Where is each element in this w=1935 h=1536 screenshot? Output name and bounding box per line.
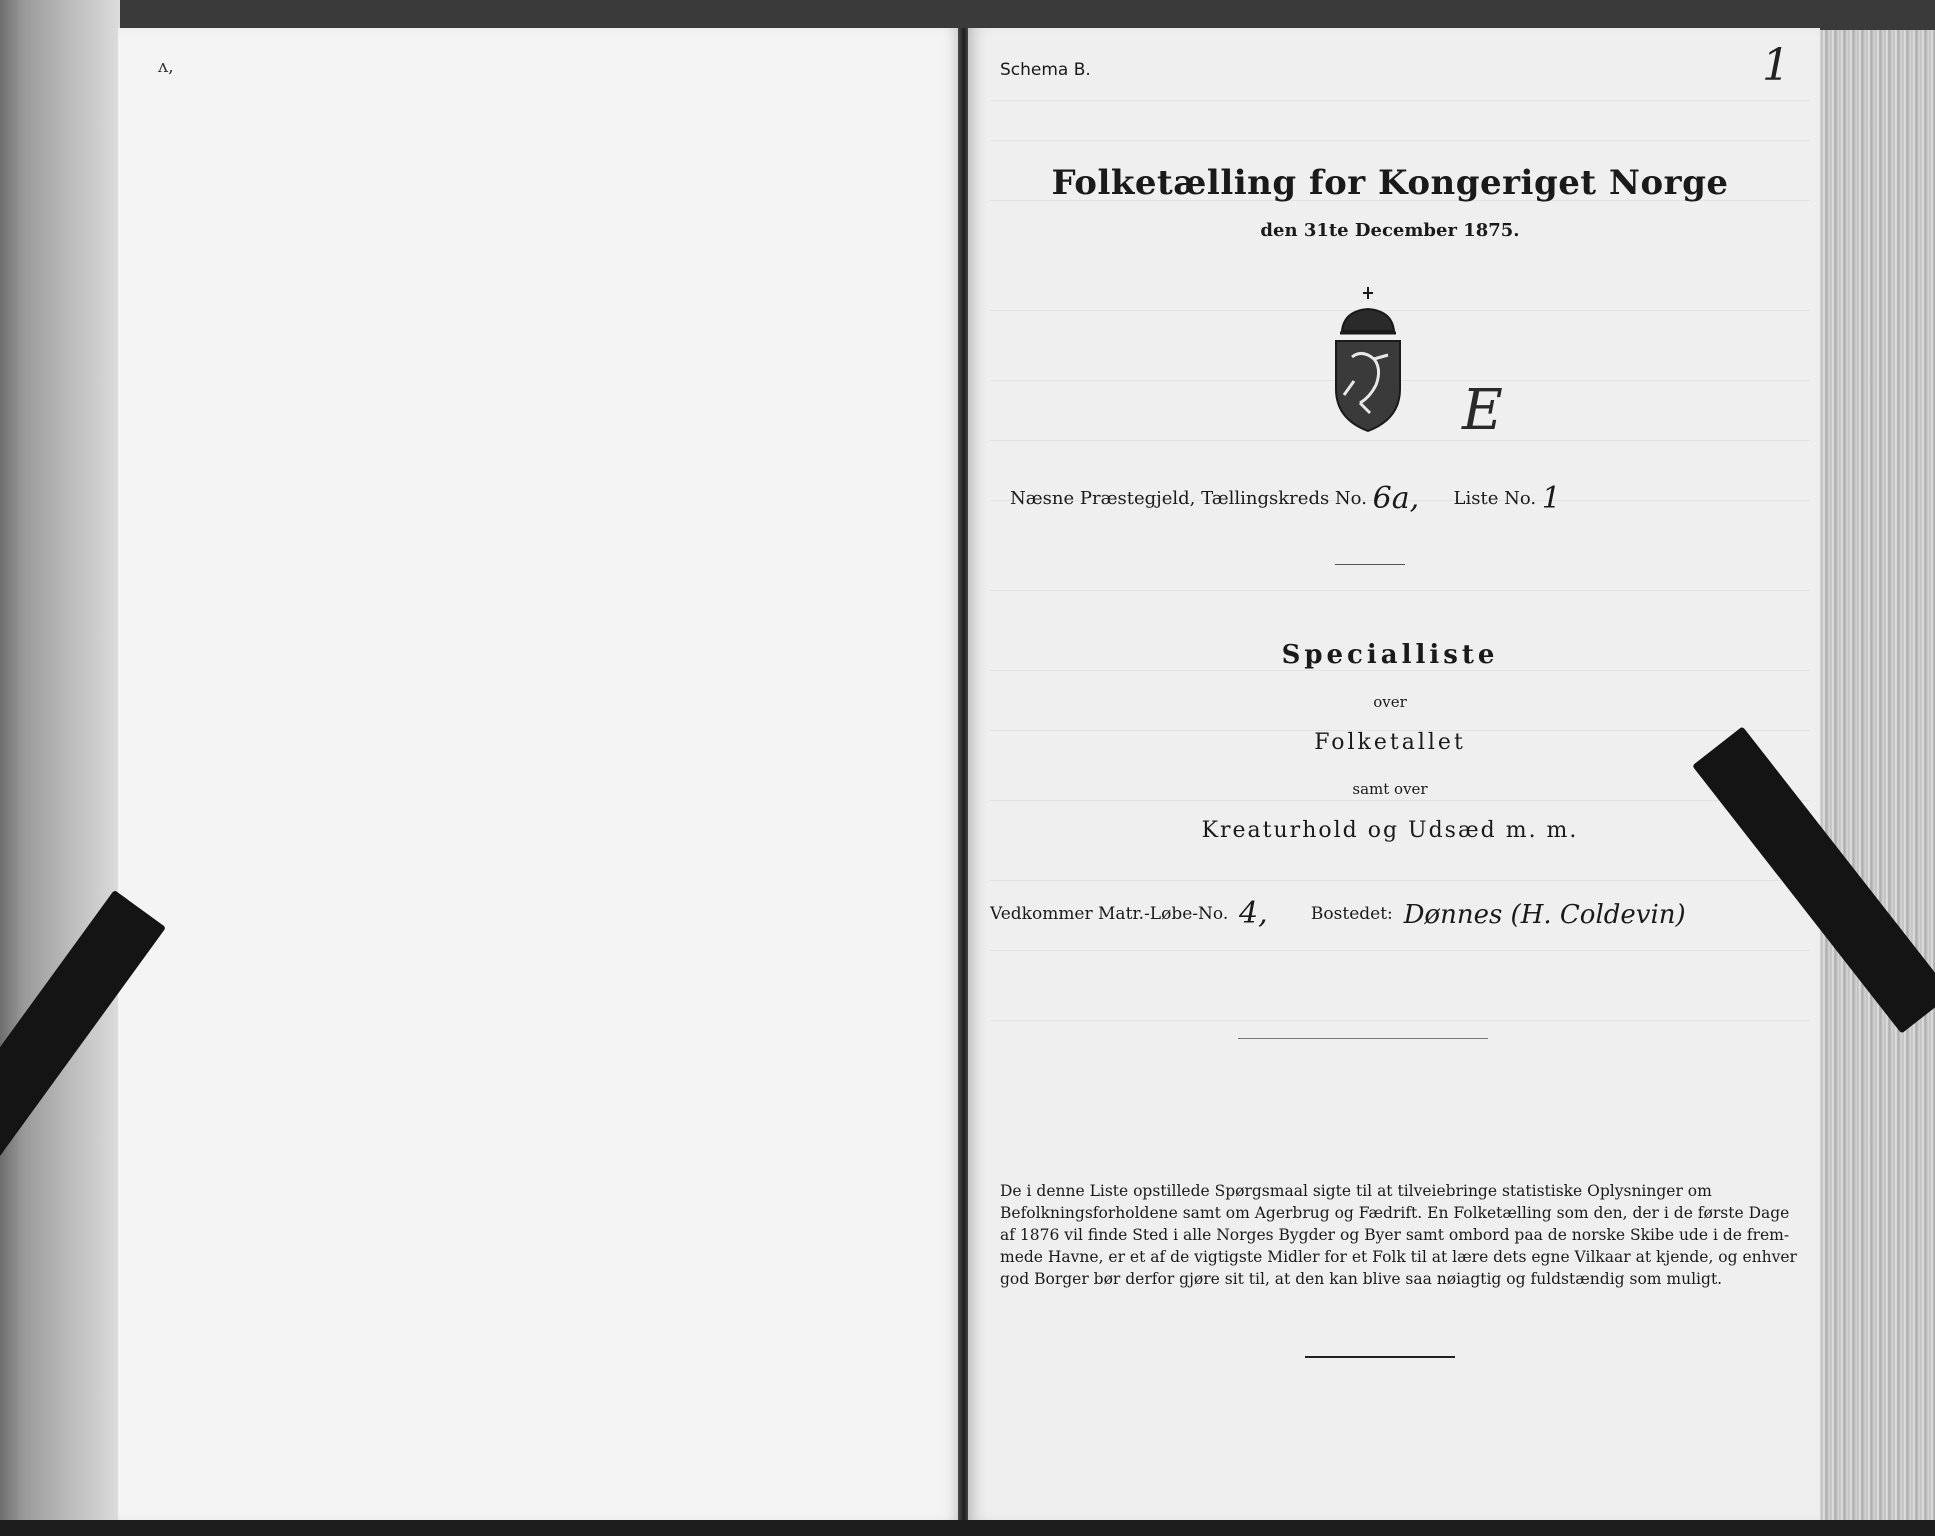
prestegjeld-label: Næsne Præstegjeld,	[1010, 488, 1196, 509]
book-left-edge	[0, 0, 120, 1536]
paragraph-line: mede Havne, er et af de vigtigste Midler for et Folk til at lære dets egne Vilkaar at kjende, og enhver	[1000, 1248, 1797, 1266]
text-samt-over: samt over	[1352, 780, 1428, 798]
paragraph-line: De i denne Liste opstillede Spørgsmaal sigte til at tilveiebringe statistiske Oplysninger om	[1000, 1182, 1712, 1200]
document-date: den 31te December 1875.	[1260, 220, 1520, 241]
divider-short	[1335, 564, 1405, 565]
bottom-edge	[0, 1520, 1935, 1536]
heading-folketallet: Folketallet	[1314, 730, 1466, 755]
bosted-value: Dønnes (H. Coldevin)	[1403, 900, 1686, 930]
page-stack-edge	[1820, 30, 1935, 1536]
heading-kreaturhold: Kreaturhold og Udsæd m. m.	[1201, 818, 1579, 843]
page-number: 1	[1762, 40, 1790, 91]
paragraph-line: af 1876 vil finde Sted i alle Norges Bygder og Byer samt ombord paa de norske Skibe ude i de frem-	[1000, 1226, 1790, 1244]
schema-label: Schema B.	[1000, 60, 1091, 80]
left-corner-mark: ʌ,	[158, 56, 174, 77]
text-over: over	[1373, 693, 1407, 711]
margin-mark: E	[1462, 378, 1503, 443]
coat-of-arms-icon	[1330, 285, 1406, 435]
kreds-value: 6a,	[1372, 481, 1420, 516]
district-line	[1010, 477, 1561, 516]
liste-label: Liste No.	[1453, 488, 1537, 509]
document-title: Folketælling for Kongeriget Norge	[1051, 163, 1729, 203]
left-page	[118, 28, 963, 1520]
bosted-label: Bostedet:	[1310, 904, 1393, 924]
divider-bottom	[1305, 1356, 1455, 1358]
heading-specialliste: Specialliste	[1281, 640, 1499, 670]
right-page	[968, 28, 1820, 1520]
paragraph-line: god Borger bør derfor gjøre sit til, at den kan blive saa nøiagtig og fuldstændig som muligt.	[1000, 1270, 1723, 1288]
matr-label: Vedkommer Matr.-Løbe-No.	[990, 904, 1229, 924]
kreds-label: Tællingskreds No.	[1201, 488, 1367, 509]
paragraph-line: Befolkningsforholdene samt om Agerbrug og Fædrift. En Folketælling som den, der i de første Dage	[1000, 1204, 1790, 1222]
divider-long	[1238, 1038, 1488, 1039]
liste-value: 1	[1541, 481, 1561, 516]
property-line	[990, 892, 1686, 931]
matr-value: 4,	[1239, 896, 1268, 931]
instruction-paragraph	[1000, 1180, 1797, 1290]
